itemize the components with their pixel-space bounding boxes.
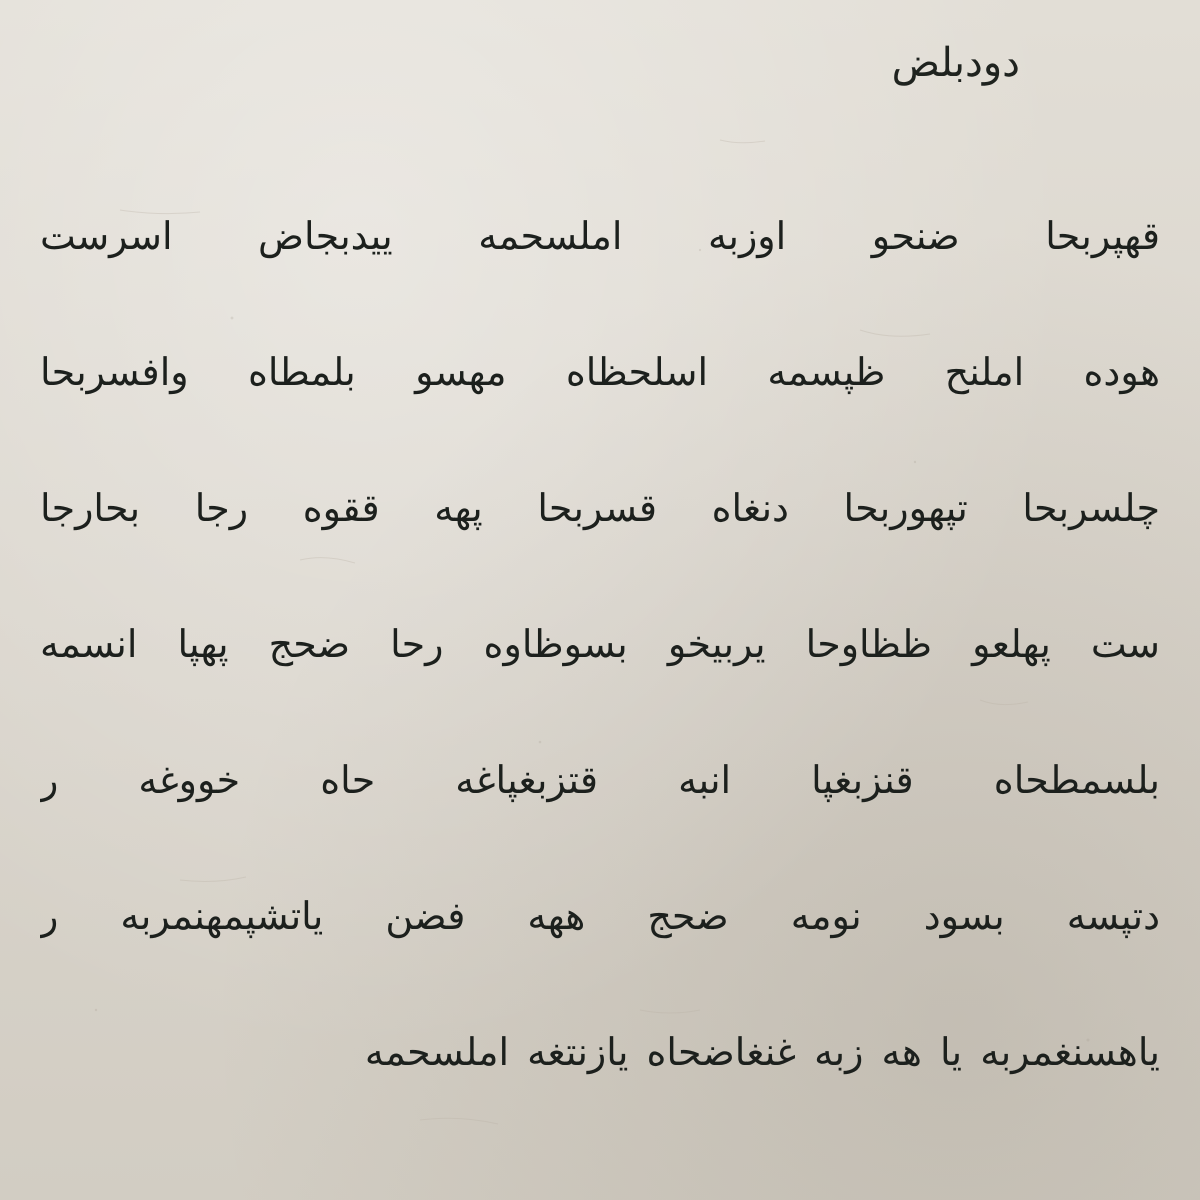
text-line-5: بلسمطحاه قنزبغپا انبه قتزبغپاغه حاه خووغه ر [40, 758, 1160, 802]
page-heading: دودبلض [891, 40, 1020, 86]
text-line-6: دتپسه بسود نومه ضحج ههه فضن یاتشپمهنمربه ر [40, 894, 1160, 938]
text-line-1: قهپربحا ضنحو اوزبه املسحمه ییدبجاض اسرست [40, 214, 1160, 258]
text-line-3: چلسربحا تپهوربحا دنغاه قسربحا پهه ققوه رجا بحارجا [40, 486, 1160, 530]
text-line-2: هوده املنح ظپسمه اسلحظاه مهسو بلمطاه وافسربحا [40, 350, 1160, 394]
text-line-4: ست پهلعو ظظاوحا یربیخو بسوظاوه رحا ضحج پهپا انسمه [40, 622, 1160, 666]
text-line-7: یاهسنغمربه یا هه زبه غنغاضحاه یازنتغه املسحمه [364, 1030, 1160, 1074]
manuscript-body [40, 168, 1160, 1120]
